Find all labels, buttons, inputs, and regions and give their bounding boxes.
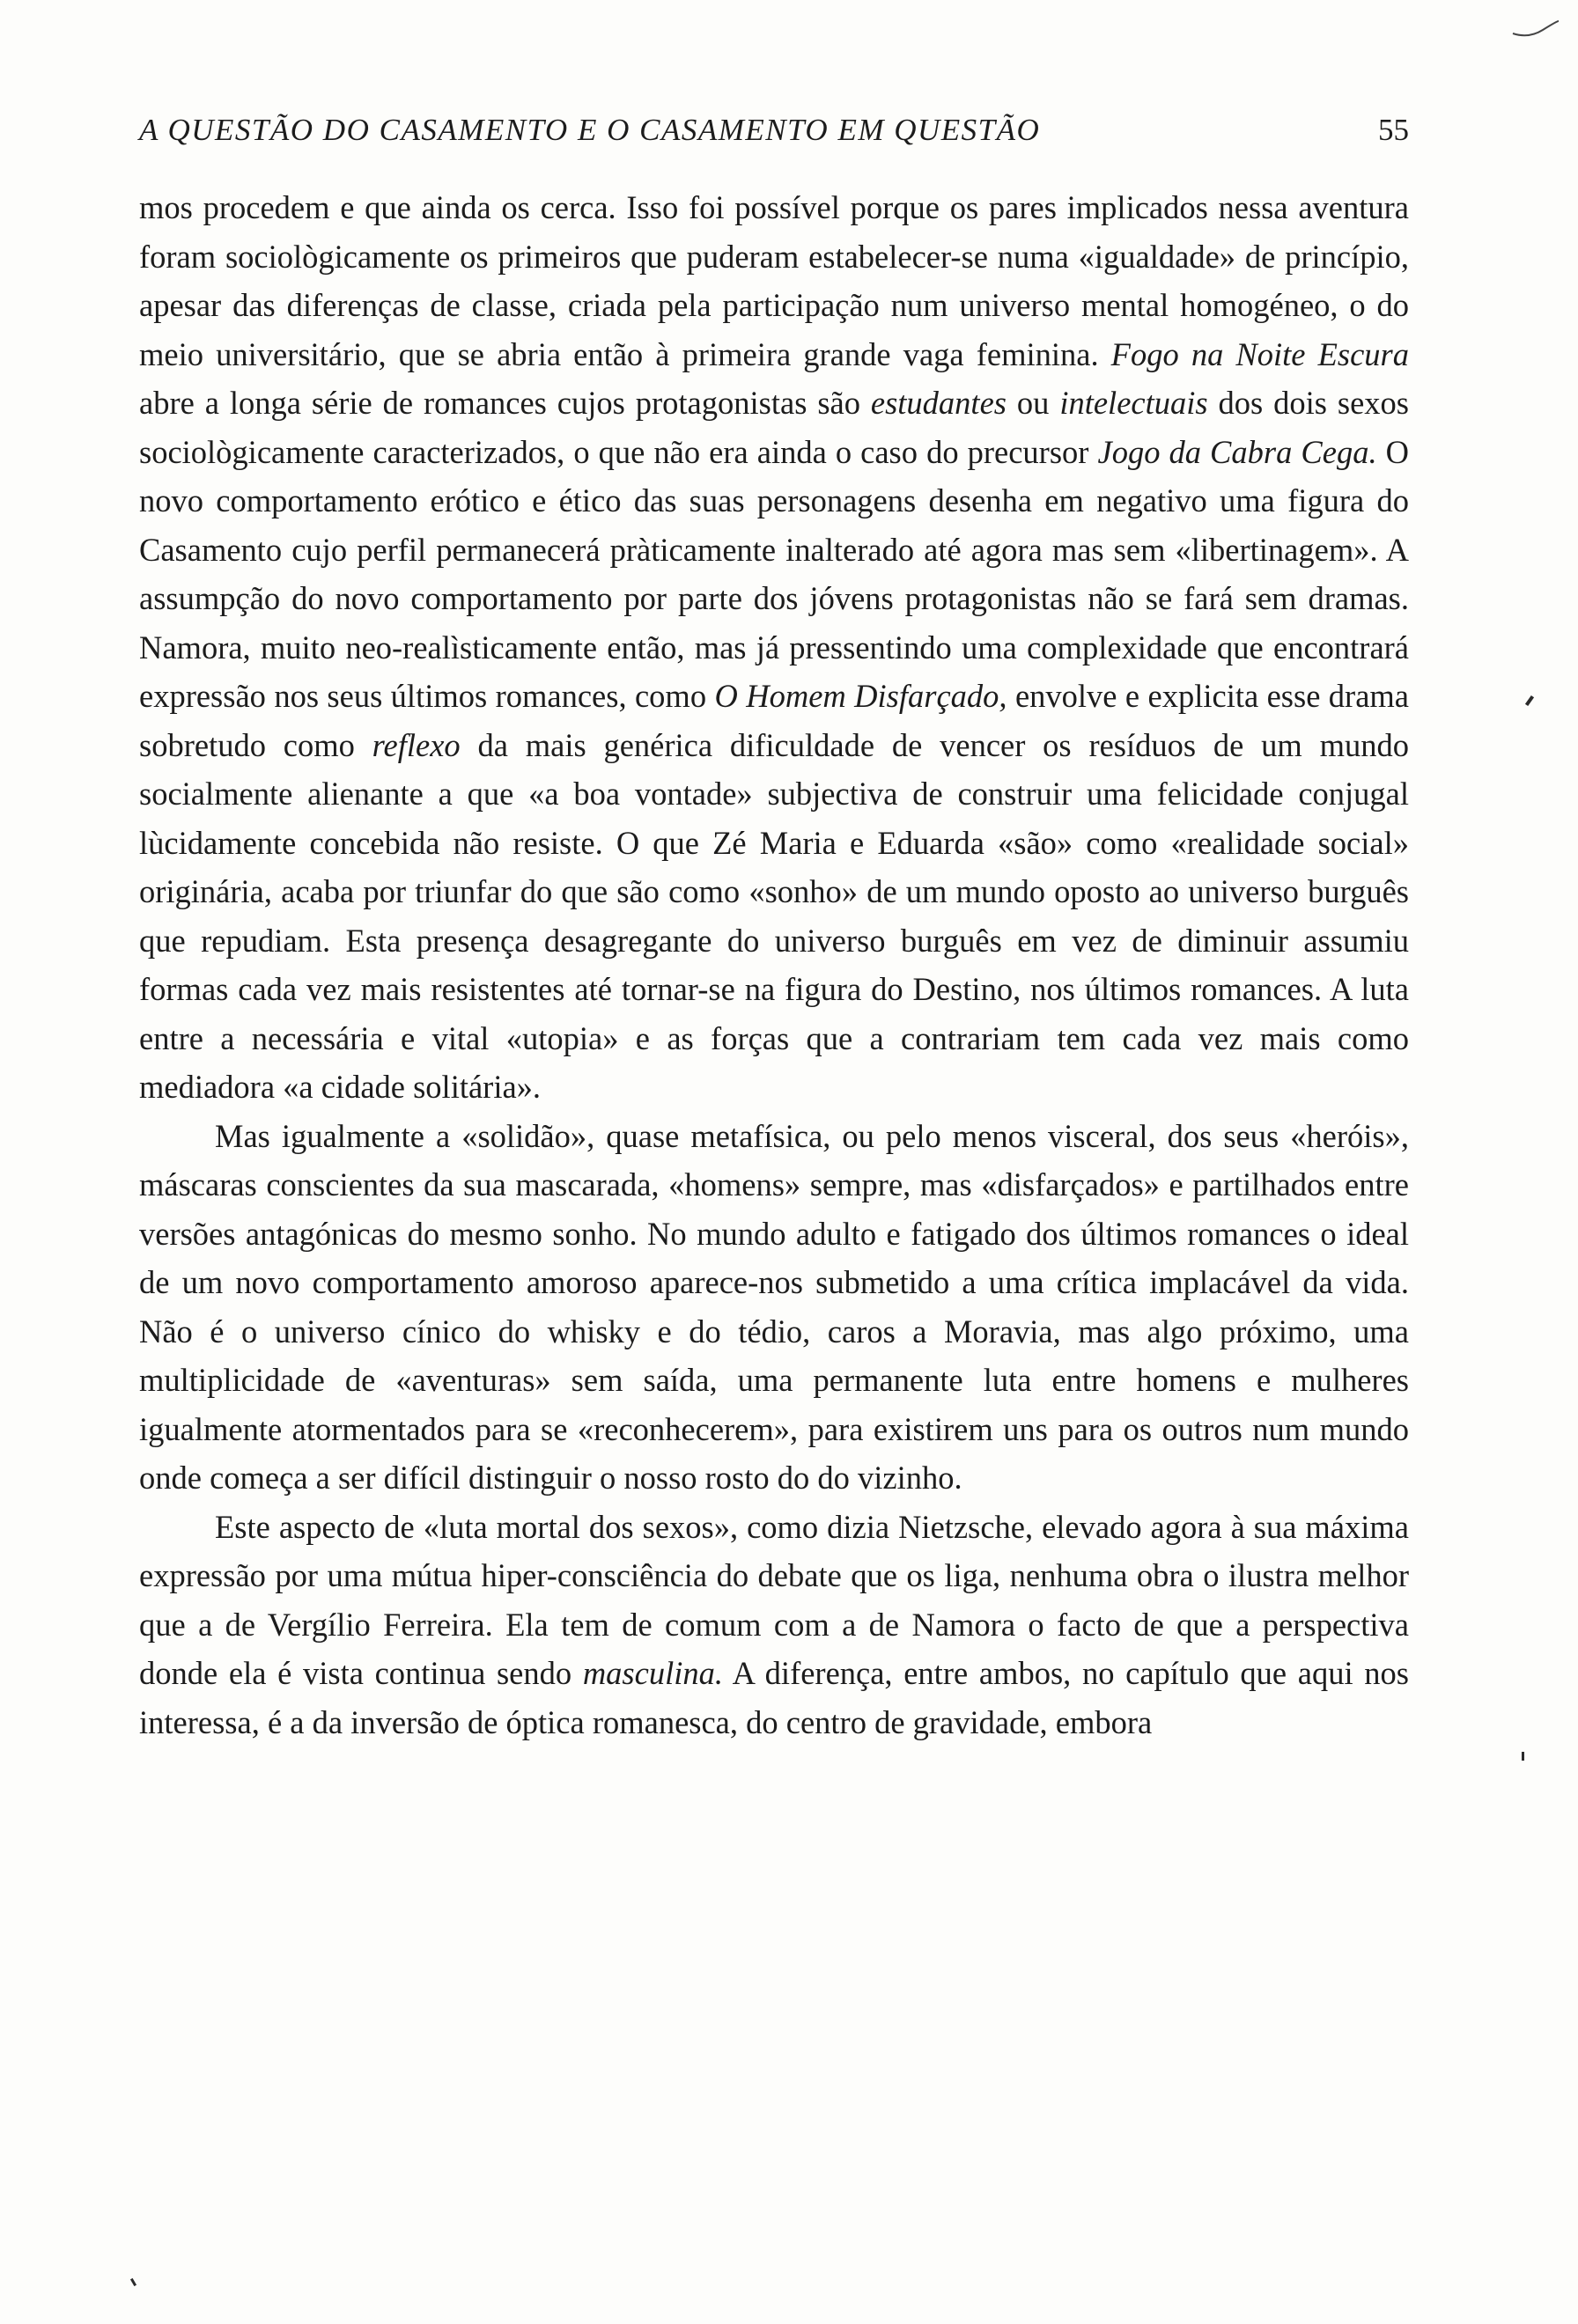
- text-run: ou: [1006, 385, 1060, 421]
- paragraph-2: [139, 1112, 1409, 1503]
- italic-title: Jogo da Cabra Cega.: [1097, 433, 1377, 470]
- scan-speck: [1522, 1752, 1524, 1761]
- page-number: 55: [1378, 113, 1409, 147]
- running-title: A QUESTÃO DO CASAMENTO E O CASAMENTO EM QUESTÃO: [139, 113, 1041, 147]
- text-run: O novo comportamento erótico e ético das suas personagens desenha em negativo uma figura do Casamento cujo perfil permanecerá pràticamente inalterado até agora mas sem «libertinagem». A assumpção do novo comportamento por parte dos jóvens protagonistas não se fará sem dramas. Namora, muito neo-realìsticamente então, mas já pressentindo uma complexidade que encontrará expressão nos seus últimos romances, como: [139, 433, 1410, 714]
- text-run: da mais genérica dificuldade de vencer os resíduos de um mundo socialmente alienante a que «a boa vontade» subjectiva de construir uma felicidade conjugal lùcidamente concebida não resiste. O que Zé Maria e Eduarda «são» como «realidade social» originária, acaba por triunfar do que são como «sonho» de um mundo oposto ao universo burguês que repudiam. Esta presença desagregante do universo burguês em vez de diminuir assumiu formas cada vez mais resistentes até tornar-se na figura do Destino, nos últimos romances. A luta entre a necessária e vital «utopia» e as forças que a contrariam tem cada vez mais como mediadora «a cidade solitária».: [139, 726, 1410, 1105]
- pencil-mark: [1511, 19, 1560, 40]
- italic-title: estudantes: [870, 385, 1007, 421]
- scan-speck: [130, 2278, 136, 2286]
- text-run: dos dois sexos sociològicamente caracterizados, o que não era ainda o caso do precursor: [139, 385, 1410, 470]
- body-text: [139, 183, 1409, 1747]
- italic-title: O Homem Disfarçado,: [714, 678, 1007, 714]
- text-run: A diferença, entre ambos, no capítulo que aqui nos interessa, é a da inversão de óptica romanesca, do centro de gravidade, embora: [139, 1655, 1410, 1740]
- italic-title: reflexo: [372, 726, 461, 763]
- text-run: Este aspecto de «luta mortal dos sexos», como dizia Nietzsche, elevado agora à sua máxima expressão por uma mútua hiper-consciência do debate que os liga, nenhuma obra o ilustra melhor que a de Vergílio Ferreira. Ela tem de comum com a de Namora o facto de que a perspectiva donde ela é vista continua sendo: [139, 1508, 1409, 1691]
- paragraph-3: [139, 1503, 1409, 1747]
- paragraph-1: [139, 183, 1409, 1112]
- italic-title: intelectuais: [1059, 385, 1208, 421]
- text-run: mos procedem e que ainda os cerca. Isso foi possível porque os pares implicados nessa aventura foram sociològicamente os primeiros que puderam estabelecer-se numa «igualdade» de princípio, apesar das diferenças de classe, criada pela participação num universo mental homogéneo, o do meio universitário, que se abria então à primeira grande vaga feminina.: [139, 189, 1409, 372]
- italic-title: Fogo na Noite Escura: [1110, 335, 1409, 372]
- scan-speck: [1525, 695, 1534, 706]
- italic-title: masculina.: [582, 1655, 723, 1691]
- text-run: envolve e explicita esse drama sobretudo como: [139, 678, 1409, 763]
- running-head: [139, 113, 1409, 157]
- text-run: abre a longa série de romances cujos protagonistas são: [139, 385, 871, 421]
- text-run: Mas igualmente a «solidão», quase metafísica, ou pelo menos visceral, dos seus «heróis», máscaras conscientes da sua mascarada, «homens» sempre, mas «disfarçados» e partilhados entre versões antagónicas do mesmo sonho. No mundo adulto e fatigado dos últimos romances o ideal de um novo comportamento amoroso aparece-nos submetido a uma crítica implacável da vida. Não é o universo cínico do whisky e do tédio, caros a Moravia, mas algo próximo, uma multiplicidade de «aventuras» sem saída, uma permanente luta entre homens e mulheres igualmente atormentados para se «reconhecerem», para existirem uns para os outros num mundo onde começa a ser difícil distinguir o nosso rosto do do vizinho.: [139, 1117, 1409, 1496]
